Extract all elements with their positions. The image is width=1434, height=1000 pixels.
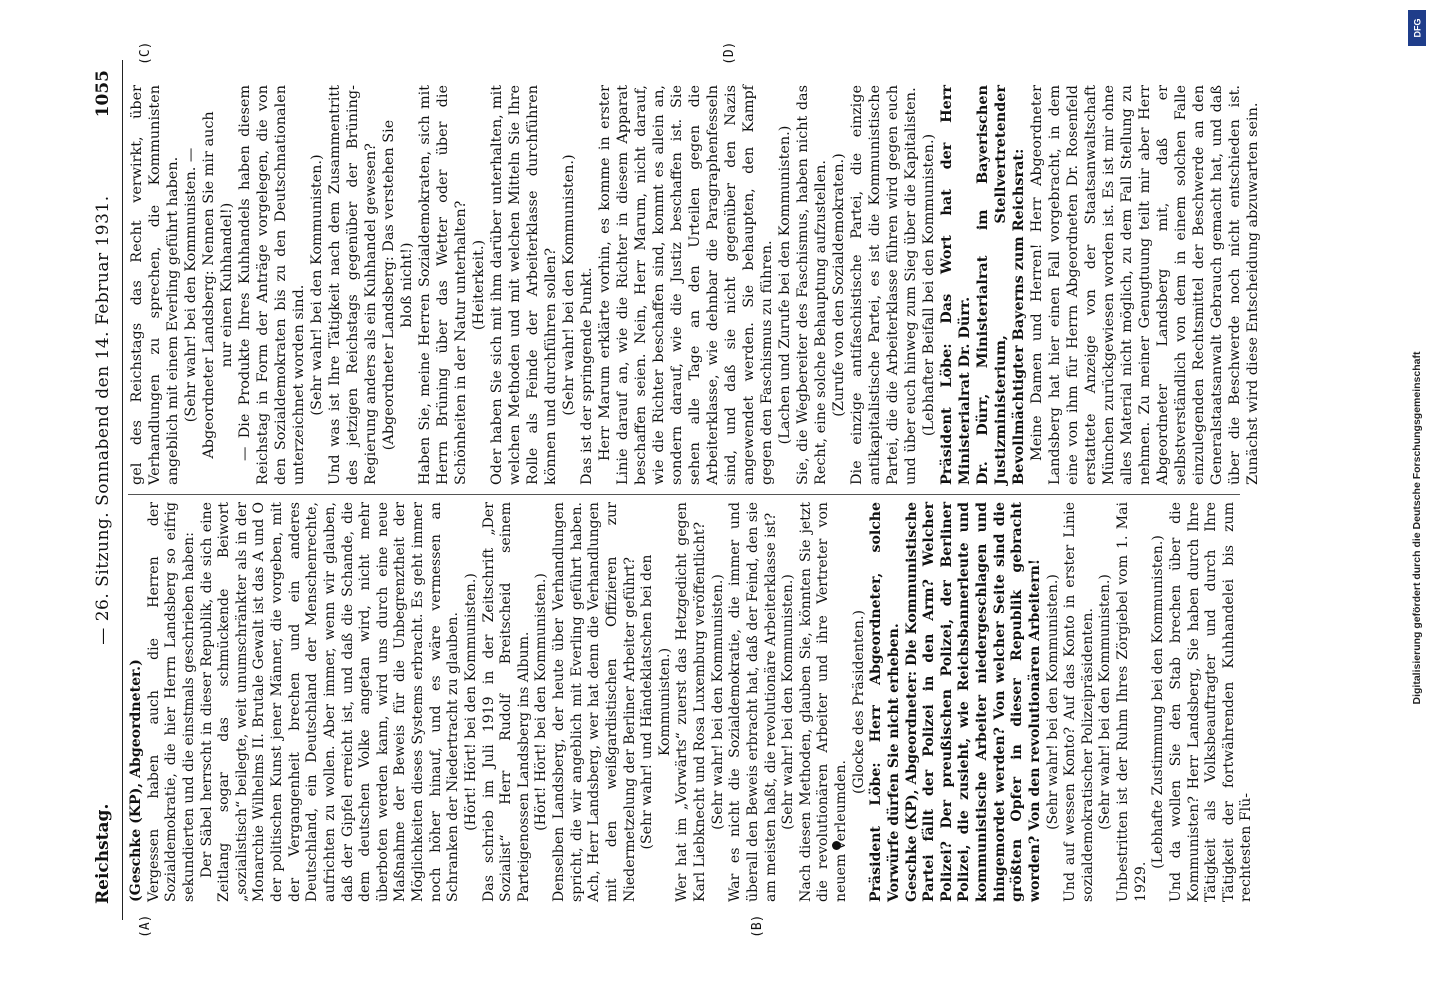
interjection: (Sehr wahr! und Händeklatschen bei den Kommunisten.) [639, 554, 673, 850]
paragraph: Unbestritten ist der Ruhm Ihres Zörgiebel vom 1. Mai 1929. [1115, 502, 1149, 902]
paragraph: Geschke (KP), Abgeordneter: Die Kommunistische Partei fällt der Polizei in den Arm? Welcher Polizei? Der preußischen Polizei, der Berliner Polizei, die zusieht, wie Reichsbannerleute und kommunistische Arbeiter niedergeschlagen und hingemordet werden? Von welcher Seite sind die größten Opfer in dieser Republik gebracht worden? Von den revolutionären Arbeitern! [903, 502, 1043, 902]
paragraph: Denselben Landsberg, der heute über Verhandlungen spricht, die wir angeblich mit Everling geführt haben. Ach, Herr Landsberg, wer hat denn die Verhandlungen mit den weißgardistischen Offizieren zur Niedermetzelung der Berliner Arbeiter geführt? [551, 502, 638, 902]
paragraph: Herr Marum erklärte vorhin, es komme in erster Linie darauf an, wie die Richter in diesem Apparat beschaffen seien. Nein, Herr Marum, nicht darauf, wie die Richter beschaffen sind, kommt es allein an, sondern darauf, wie die Justiz beschaffen ist. Sie sehen alle Tage an den Urteilen gegen die Arbeiterklasse, wie dehnbar die Paragraphenfesseln sind, und daß sie nicht gegenüber den Nazis angewendet werden. Sie behaupten, den Kampf gegen den Faschismus zu führen. [597, 85, 775, 485]
interjection: (Sehr wahr! bei den Kommunisten.) [780, 574, 797, 830]
interjection: (Heiterkeit.) [471, 239, 487, 331]
interjection: (Lebhafte Zustimmung bei den Kommunisten.) [1150, 535, 1167, 869]
margin-mark-b: (B) [750, 914, 765, 938]
interjection: (Lebhafter Beifall bei den Kommunisten.) [921, 133, 937, 437]
margin-mark-a: (A) [138, 914, 153, 938]
interjection: (Sehr wahr! bei den Kommunisten.) [1044, 574, 1061, 830]
interjection: (Sehr wahr! bei den Kommunisten.) [561, 154, 577, 416]
paragraph: Die einzige antifaschistische Partei, die einzige antikapitalistische Partei, es ist die Kommunistische Partei, die die Arbeiterklasse führen wird gegen euch und über euch hinweg zum Sieg über die Kapitalisten. [849, 85, 919, 485]
interjection: (Sehr wahr! bei den Kommunisten.) [709, 574, 726, 830]
page-number: 1055 [93, 70, 113, 118]
dfg-logo: DFG [1408, 10, 1426, 46]
interjection: (Hört! Hört! bei den Kommunisten.) [462, 573, 479, 831]
header-rule [122, 60, 123, 920]
paragraph: Vergessen haben auch die Herren der Sozialdemokratie, die hier Herrn Landsberg so eifrig sekundierten und die einstmals geschrieben haben: [145, 502, 197, 902]
credit-text: Digitalisierung gefördert durch die Deutsche Forschungsgemeinschaft [1411, 351, 1423, 705]
left-column [128, 502, 1256, 902]
interjection: (Sehr wahr! bei den Kommunisten.) [1097, 574, 1114, 830]
paragraph: Oder haben Sie sich mit ihm darüber unterhalten, mit welchen Methoden und mit welchen Mitteln Sie Ihre Rolle als Feinde der Arbeiterklasse durchführen können und durchführen sollen? [489, 85, 559, 485]
paragraph: War es nicht die Sozialdemokratie, die immer und überall den Beweis erbracht hat, daß der Feind, den sie am meisten haßt, die revolutionäre Arbeiterklasse ist? [727, 502, 779, 902]
interjection: (Lachen und Zurufe bei den Kommunisten.) [777, 125, 793, 445]
paragraph: Und was ist Ihre Tätigkeit nach dem Zusammentritt des jetzigen Reichstags gegenüber der Brüning-Regierung anders als ein Kuhhandel gewesen? [327, 85, 379, 485]
paragraph: Wer hat im „Vorwärts“ zuerst das Hetzgedicht gegen Karl Liebknecht und Rosa Luxemburg veröffentlicht? [674, 502, 708, 902]
paragraph: Das ist der springende Punkt. [579, 267, 595, 485]
right-column [128, 85, 1262, 485]
paragraph: Haben Sie, meine Herren Sozialdemokraten, sich mit Herrn Brüning über das Wetter oder über die Schönheiten in der Natur unterhalten? [417, 85, 469, 485]
paragraph: Sie, die Wegbereiter des Faschismus, haben nicht das Recht, eine solche Behauptung aufzustellen. [795, 85, 829, 485]
paragraph: Und da wollen Sie den Stab brechen über die Kommunisten? Herr Landsberg, Sie haben durch Ihre Tätigkeit als Volksbeauftragter und durch Ihre Tätigkeit der fortwährenden Kuhhandelei bis zum rechtesten Flü- [1167, 502, 1255, 902]
paragraph: (Geschke (KP), Abgeordneter.) [128, 659, 144, 902]
digitization-credit [1406, 8, 1428, 992]
interjection: (Abgeordneter Landsberg: Das verstehen Sie bloß nicht!) [381, 119, 415, 451]
interjection: (Sehr wahr! bei den Kommunisten. — Abgeordneter Landsberg: Nennen Sie mir auch nur einen Kuhhandel!) [183, 111, 235, 459]
paragraph: Das schrieb im Juli 1919 in der Zeitschrift „Der Sozialist“ Herr Rudolf Breitscheid seinem Parteigenossen Landsberg ins Album. [480, 502, 532, 902]
interjection: (Sehr wahr! bei den Kommunisten.) [309, 154, 325, 416]
interjection: (Hört! Hört! bei den Kommunisten.) [533, 573, 550, 831]
header-left: Reichstag. [93, 803, 113, 904]
header-center: — 26. Sitzung. Sonnabend den 14. Februar 1931. [93, 195, 113, 645]
paragraph: Meine Damen und Herren! Herr Abgeordneter Landsberg hat hier einen Fall vorgebracht, in dem eine von ihm für Herrn Abgeordneten Dr. Rosenfeld erstattete Anzeige von der Staatsanwaltschaft München zurückgewiesen worden ist. Es ist mir ohne alles Material nicht möglich, zu dem Fall Stellung zu nehmen. Zu meiner Genugtuung teilt mir aber Herr Abgeordneter Landsberg mit, daß er selbstverständlich von dem in einem solchen Falle einzulegenden Rechtsmittel der Beschwerde an den Generalstaatsanwalt Gebrauch gemacht hat, und daß über die Beschwerde noch nicht entschieden ist. Zunächst wird diese Entscheidung abzuwarten sein. [1029, 85, 1261, 485]
paragraph: Der Säbel herrscht in dieser Republik, die sich eine Zeitlang sogar das schmückende Beiwort „sozialistisch“ beilegte, weit unumschränkter als in der Monarchie Wilhelms II. Brutale Gewalt ist das A und O der politischen Kunst jener Männer, die vorgeben, mit der Vergangenheit brechen und ein anderes Deutschland, ein Deutschland der Menschenrechte, aufrichten zu wollen. Aber immer, wenn wir glauben, daß der Gipfel erreicht ist, und daß die Schande, die dem deutschen Volke angetan wird, nicht mehr überboten werden kann, wird uns durch eine neue Maßnahme der Beweis für die Unbegrenztheit der Möglichkeiten dieses Systems erbracht. Es geht immer noch höher hinauf, und es wäre vermessen an Schranken der Niedertracht zu glauben. [198, 502, 462, 902]
column-divider [128, 494, 1240, 495]
margin-mark-c: (C) [138, 41, 153, 65]
margin-mark-d: (D) [722, 41, 737, 65]
paragraph: Und auf wessen Konto? Auf das Konto in erster Linie sozialdemokratischer Polizeipräsidenten. [1062, 502, 1096, 902]
paragraph: gel des Reichstags das Recht verwirkt, über Verhandlungen zu sprechen, die Kommunisten angeblich mit einem Everling geführt haben. [129, 85, 181, 485]
president-remark: Präsident Löbe: Herr Abgeordneter, solche Vorwürfe dürfen Sie nicht erheben. [868, 502, 902, 902]
paragraph: Nach diesen Methoden, glauben Sie, könnten Sie jetzt die revolutionären Arbeiter und ihre Vertreter von neuem verleumden. [797, 502, 849, 902]
paragraph: Dr. Dürr, Ministerialrat im Bayerischen Justizministerium, Stellvertretender Bevollmächtigter Bayerns zum Reichsrat: [974, 85, 1027, 485]
interjection: (Zurufe von den Sozialdemokraten.) [831, 153, 847, 417]
paragraph: — Die Produkte Ihres Kuhhandels haben diesem Reichstag in Form der Anträge vorgelegen, die von den Sozialdemokraten bis zu den Deutschnationalen unterzeichnet worden sind. [237, 85, 307, 485]
president-remark: Präsident Löbe: Das Wort hat der Herr Ministerialrat Dr. Dürr. [938, 85, 973, 485]
interjection: (Glocke des Präsidenten.) [850, 610, 867, 794]
